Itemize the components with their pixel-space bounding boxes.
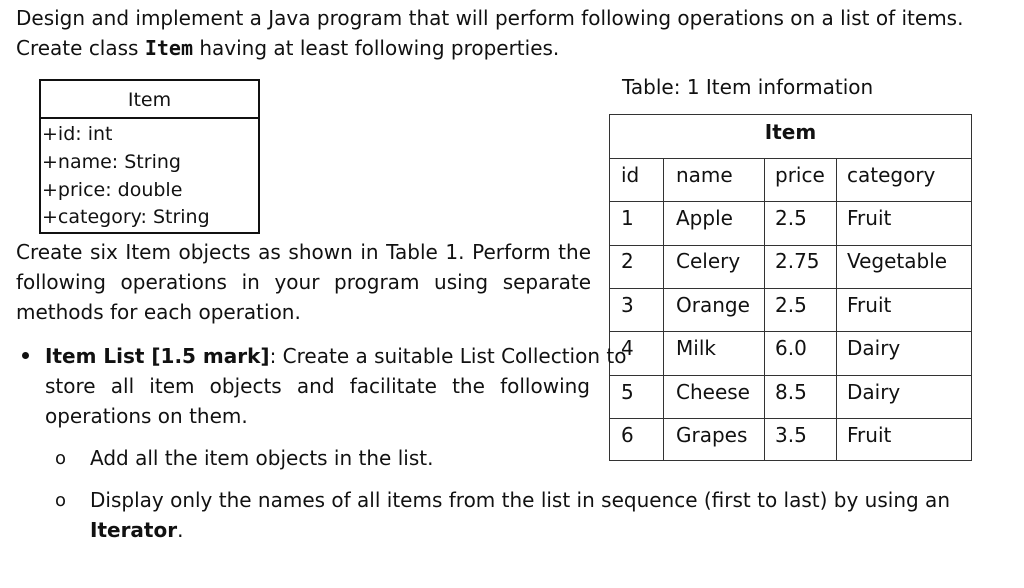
table-rule [610, 418, 971, 419]
para-line-3: methods for each operation. [16, 300, 301, 324]
table-header-category: category [847, 163, 936, 187]
table-header-name: name [676, 163, 733, 187]
uml-attribute: +price: double [42, 179, 183, 201]
uml-class-title: Item [41, 81, 258, 119]
table-cell: Fruit [847, 206, 892, 230]
bullet-heading: Item List [1.5 mark] [45, 344, 270, 368]
table-cell: Milk [676, 336, 716, 360]
table-rule [610, 375, 971, 376]
intro-line-1: Design and implement a Java program that will perform following operations on a list of items. [16, 6, 964, 30]
table-cell: 2.5 [775, 206, 807, 230]
table-cell: Cheese [676, 380, 750, 404]
circle-bullet-icon: o [55, 448, 67, 469]
table-rule [836, 158, 837, 460]
table-cell: 2.5 [775, 293, 807, 317]
table-cell: 4 [621, 336, 634, 360]
uml-attribute: +category: String [42, 206, 210, 228]
table-cell: 1 [621, 206, 634, 230]
intro-line-2-prefix: Create class [16, 36, 145, 60]
bullet-line-1 [45, 343, 626, 369]
bullet-line-3: operations on them. [45, 404, 248, 428]
table-cell: Fruit [847, 293, 892, 317]
subitem-1: Add all the item objects in the list. [90, 446, 434, 470]
item-table [609, 114, 972, 461]
iterator-term: Iterator [90, 518, 178, 542]
uml-attribute: +name: String [42, 151, 181, 173]
subitem-2-line-1: Display only the names of all items from the list in sequence (first to last) by using an [90, 488, 950, 512]
table-cell: 3.5 [775, 423, 807, 447]
table-rule [610, 331, 971, 332]
table-cell: 5 [621, 380, 634, 404]
table-rule [610, 288, 971, 289]
para-line-1: Create six Item objects as shown in Table 1. Perform the [16, 240, 591, 264]
table-cell: Grapes [676, 423, 748, 447]
table-caption: Table: 1 Item information [622, 75, 874, 99]
bullet-line-1-rest: : Create a suitable List Collection to [269, 344, 627, 368]
table-cell: 2 [621, 249, 634, 273]
para-line-2: following operations in your program using separate [16, 270, 591, 294]
table-rule [610, 158, 971, 159]
class-name-code: Item [144, 36, 193, 60]
table-cell: 6.0 [775, 336, 807, 360]
table-cell: 3 [621, 293, 634, 317]
circle-bullet-icon: o [55, 490, 67, 511]
table-cell: 8.5 [775, 380, 807, 404]
uml-class-box [39, 79, 260, 234]
table-rule [663, 158, 664, 460]
table-cell: Orange [676, 293, 750, 317]
uml-attribute: +id: int [42, 123, 113, 145]
subitem-2-line-2 [90, 517, 183, 543]
table-rule [610, 201, 971, 202]
bullet-dot-icon [22, 352, 29, 359]
table-cell: Dairy [847, 336, 901, 360]
table-cell: 6 [621, 423, 634, 447]
table-header-price: price [775, 163, 825, 187]
table-rule [764, 158, 765, 460]
table-cell: Fruit [847, 423, 892, 447]
table-cell: Apple [676, 206, 733, 230]
table-cell: Dairy [847, 380, 901, 404]
table-title: Item [764, 120, 817, 144]
table-rule [610, 245, 971, 246]
intro-line-2-suffix: having at least following properties. [193, 36, 560, 60]
subitem-2-end: . [177, 518, 184, 542]
table-header-id: id [621, 163, 640, 187]
table-cell: 2.75 [775, 249, 820, 273]
table-cell: Vegetable [847, 249, 948, 273]
intro-line-2 [16, 35, 559, 61]
table-cell: Celery [676, 249, 741, 273]
bullet-line-2: store all item objects and facilitate the following [45, 374, 590, 398]
